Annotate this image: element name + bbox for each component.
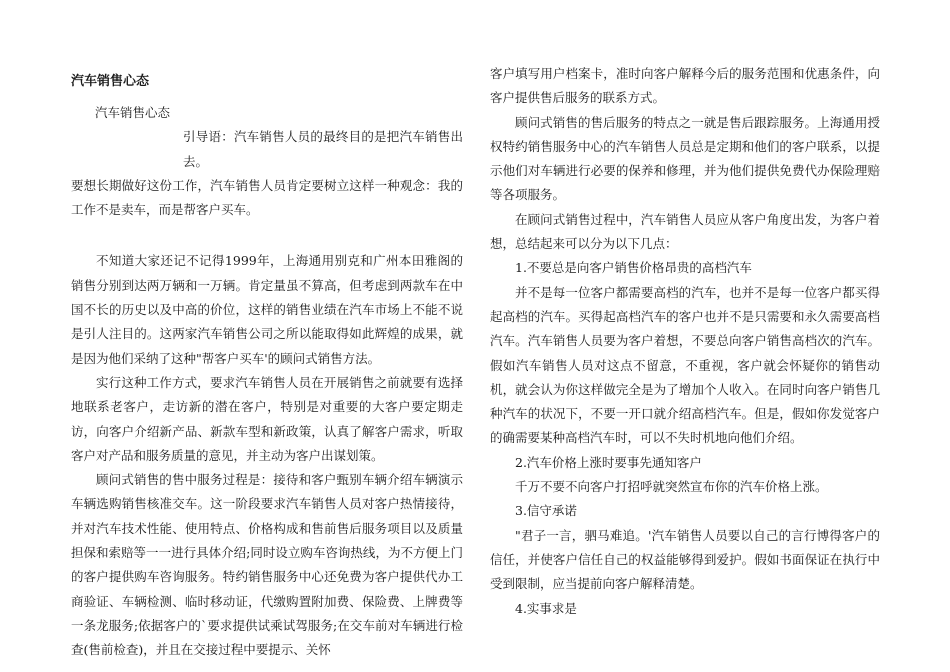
document-subtitle: 汽车销售心态 <box>95 105 171 120</box>
left-column <box>71 62 463 663</box>
body-paragraph: 顾问式销售的售中服务过程是：接待和客户甄别车辆介绍车辆演示车辆选购销售核准交车。这一阶段要求汽车销售人员对客户热情接待，并对汽车技术性能、使用特点、价格构成和售前售后服务项目以及质量担保和索赔等一一进行具体介绍;同时设立购车咨询热线，为不方便上门的客户提供购车咨询服务。特约销售服务中心还免费为客户提供代办工商验证、车辆检测、临时移动证，代缴购置附加费、保险费、上牌费等一条龙服务;依据客户的`要求提供试乘试驾服务;在交车前对车辆进行检查(售前检查)，并且在交接过程中要提示、关怀 <box>71 472 463 658</box>
body-paragraph: 在顾问式销售过程中，汽车销售人员应从客户角度出发，为客户着想，总结起来可以分为以下几点： <box>490 211 880 252</box>
point-body: "君子一言，驷马难追。'汽车销售人员要以自己的言行博得客户的信任，并使客户信任自己的权益能够得到爱护。假如书面保证在执行中受到限制，应当提前向客户解释清楚。 <box>490 527 880 592</box>
body-paragraph-continued: 客户填写用户档案卡，准时向客户解释今后的服务范围和优惠条件，向客户提供售后服务的联系方式。 <box>490 66 880 106</box>
lead-intro-continued: 要想长期做好这份工作，汽车销售人员肯定要树立这样一种观念：我的工作不是卖车，而是帮客户买车。 <box>71 177 463 218</box>
point-heading: 2.汽车价格上涨时要事先通知客户 <box>515 454 702 470</box>
point-heading: 4.实事求是 <box>515 600 577 616</box>
point-body: 千万不要不向客户打招呼就突然宣布你的汽车价格上涨。 <box>515 479 828 495</box>
right-column <box>490 62 880 621</box>
body-paragraph: 不知道大家还记不记得1999年，上海通用别克和广州本田雅阁的销售分别到达两万辆和一万辆。肯定量虽不算高，但考虑到两款车在中国不长的历史以及中高的价位，这样的销售业绩在汽车市场上不能不说是引人注目的。这两家汽车销售公司之所以能取得如此辉煌的成果，就是因为他们采纳了这种"帮客户买车'的顾问式销售方法。 <box>71 253 463 366</box>
lead-intro: 引导语：汽车销售人员的最终目的是把汽车销售出去。 <box>183 129 463 169</box>
document-title: 汽车销售心态 <box>71 74 150 89</box>
point-heading: 1.不要总是向客户销售价格昂贵的高档汽车 <box>515 260 752 276</box>
point-body: 并不是每一位客户都需要高档的汽车，也并不是每一位客户都买得起高档的汽车。买得起高档汽车的客户也并不是只需要和永久需要高档汽车。汽车销售人员要为客户着想，不要总向客户销售高档次的汽车。假如汽车销售人员对这点不留意，不重视，客户就会怀疑你的销售动机，就会认为你这样做完全是为了增加个人收入。在同时向客户销售几种汽车的状况下，不要一开口就介绍高档汽车。但是，假如你发觉客户的确需要某种高档汽车时，可以不失时机地向他们介绍。 <box>490 284 880 446</box>
paragraph-spacer <box>71 222 463 249</box>
point-heading: 3.信守承诺 <box>515 503 577 519</box>
body-paragraph: 顾问式销售的售后服务的特点之一就是售后跟踪服务。上海通用授权特约销售服务中心的汽车销售人员总是定期和他们的客户联系，以提示他们对车辆进行必要的保养和修理，并为他们提供免费代办保险理赔等各项服务。 <box>490 114 880 203</box>
body-paragraph: 实行这种工作方式，要求汽车销售人员在开展销售之前就要有选择地联系老客户，走访新的潜在客户，特别是对重要的大客户要定期走访，向客户介绍新产品、新款车型和新政策，认真了解客户需求，听取客户对产品和服务质量的意见，并主动为客户出谋划策。 <box>71 374 463 463</box>
